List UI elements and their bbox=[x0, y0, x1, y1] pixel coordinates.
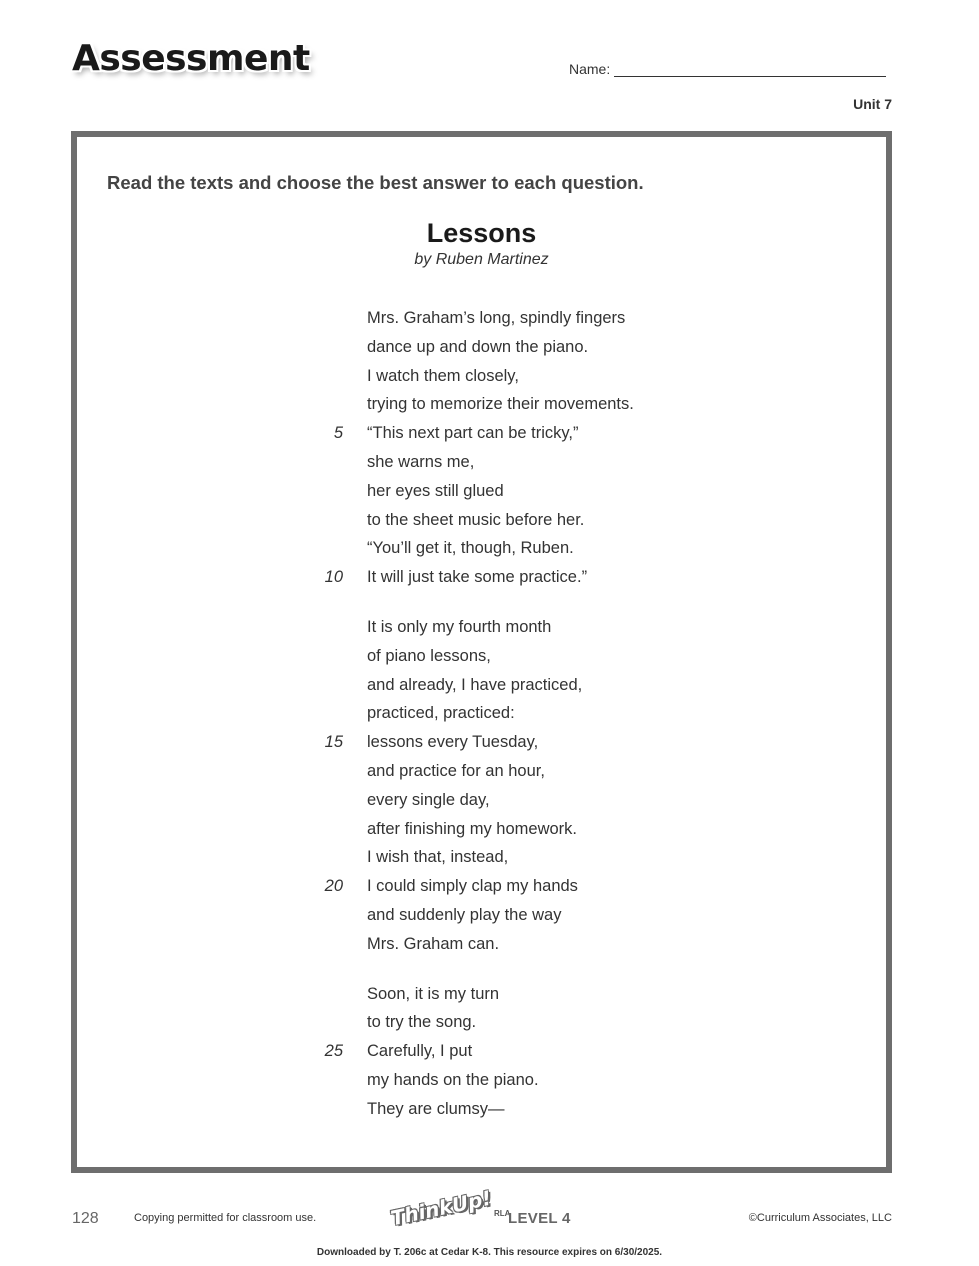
page-title: Assessment bbox=[72, 38, 310, 79]
line-text: after finishing my homework. bbox=[367, 819, 577, 838]
line-text: practiced, practiced: bbox=[367, 704, 515, 723]
poem-line bbox=[300, 1095, 800, 1124]
poem-line bbox=[300, 506, 800, 535]
name-field bbox=[569, 60, 886, 77]
poem-author: by Ruben Martinez bbox=[414, 251, 549, 268]
level-label: LEVEL 4 bbox=[508, 1210, 571, 1227]
poem-line bbox=[300, 699, 800, 728]
poem-line bbox=[300, 1066, 800, 1095]
line-text: every single day, bbox=[367, 790, 490, 809]
line-text: “This next part can be tricky,” bbox=[367, 424, 579, 443]
line-text: Mrs. Graham’s long, spindly fingers bbox=[367, 309, 626, 327]
line-number: 20 bbox=[324, 877, 343, 896]
logo-sub-text: RLA bbox=[493, 1209, 511, 1218]
line-number: 15 bbox=[324, 733, 343, 752]
poem-line bbox=[300, 1037, 800, 1066]
line-text: They are clumsy— bbox=[367, 1099, 505, 1118]
line-number: 25 bbox=[324, 1042, 343, 1061]
line-text: I wish that, instead, bbox=[367, 848, 509, 867]
line-text: Soon, it is my turn bbox=[367, 984, 500, 1003]
poem-line bbox=[300, 642, 800, 671]
poem-line bbox=[300, 390, 800, 419]
line-text: and suddenly play the way bbox=[367, 905, 562, 924]
thinkup-logo bbox=[388, 1185, 511, 1231]
line-number: 5 bbox=[333, 424, 343, 443]
line-number: 10 bbox=[324, 568, 343, 587]
poem-stanza bbox=[300, 613, 800, 959]
unit-label: Unit 7 bbox=[853, 96, 892, 112]
poem-stanza bbox=[300, 980, 800, 1124]
poem-line bbox=[300, 419, 800, 448]
line-text: It is only my fourth month bbox=[367, 617, 552, 636]
name-input-line[interactable] bbox=[614, 60, 886, 77]
poem-line bbox=[300, 901, 800, 930]
poem-line bbox=[300, 563, 800, 592]
line-text: and practice for an hour, bbox=[367, 761, 545, 780]
name-label: Name: bbox=[569, 61, 611, 77]
line-text: I could simply clap my hands bbox=[367, 877, 578, 896]
poem-line bbox=[300, 815, 800, 844]
poem-line bbox=[300, 757, 800, 786]
poem-line bbox=[300, 613, 800, 642]
copy-notice: Copying permitted for classroom use. bbox=[134, 1212, 317, 1224]
download-notice: Downloaded by T. 206c at Cedar K-8. This resource expires on 6/30/2025. bbox=[316, 1247, 663, 1258]
line-text: trying to memorize their movements. bbox=[367, 395, 634, 414]
poem-line bbox=[300, 786, 800, 815]
poem-line bbox=[300, 448, 800, 477]
poem-body bbox=[300, 304, 800, 1124]
line-text: and already, I have practiced, bbox=[367, 675, 583, 694]
poem-line bbox=[300, 1008, 800, 1037]
line-text: It will just take some practice.” bbox=[367, 568, 588, 587]
line-text: she warns me, bbox=[367, 452, 475, 471]
line-text: to the sheet music before her. bbox=[367, 510, 585, 529]
poem-title: Lessons bbox=[426, 218, 537, 248]
line-text: Mrs. Graham can. bbox=[367, 934, 500, 953]
poem-line bbox=[300, 671, 800, 700]
copyright: ©Curriculum Associates, LLC bbox=[748, 1212, 892, 1224]
poem-line bbox=[300, 304, 800, 333]
line-text: her eyes still glued bbox=[367, 481, 504, 500]
poem-line bbox=[300, 362, 800, 391]
poem-line bbox=[300, 333, 800, 362]
poem-stanza bbox=[300, 304, 800, 592]
poem-line bbox=[300, 980, 800, 1009]
poem-line bbox=[300, 728, 800, 757]
logo-main-text: ThinkUp! bbox=[388, 1185, 494, 1231]
line-text: my hands on the piano. bbox=[367, 1070, 539, 1089]
page-number: 128 bbox=[72, 1210, 99, 1227]
poem-line bbox=[300, 477, 800, 506]
poem-line bbox=[300, 534, 800, 563]
line-text: to try the song. bbox=[367, 1013, 477, 1032]
line-text: dance up and down the piano. bbox=[367, 337, 589, 356]
instructions: Read the texts and choose the best answer to each question. bbox=[107, 172, 644, 193]
line-text: lessons every Tuesday, bbox=[367, 733, 539, 752]
line-text: I watch them closely, bbox=[367, 366, 519, 385]
line-text: “You’ll get it, though, Ruben. bbox=[367, 539, 574, 558]
poem-line bbox=[300, 843, 800, 872]
line-text: of piano lessons, bbox=[367, 646, 491, 665]
line-text: Carefully, I put bbox=[367, 1042, 473, 1061]
poem-line bbox=[300, 930, 800, 959]
poem-line bbox=[300, 872, 800, 901]
